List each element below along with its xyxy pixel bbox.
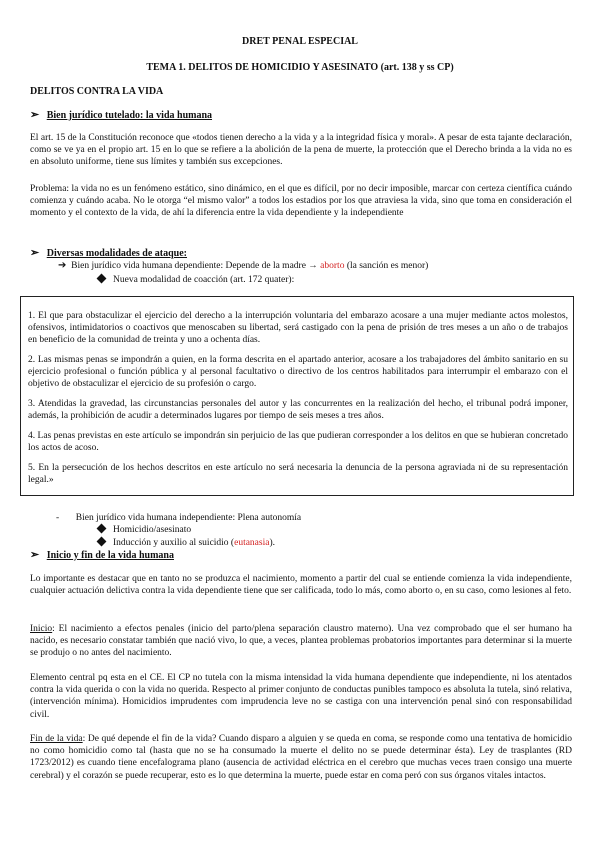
- inicio-text: : El nacimiento a efectos penales (inicio del parto/plena separación claustro materno). Una vez comprobado que el ser humano ha nacido, es necesario constatar también que nació vivo, lo que, a veces, plantea problemas probatorios importantes para determinar si la muerte se produjo o no antes del nacimiento.: [30, 624, 572, 659]
- paragraph-constitucion: El art. 15 de la Constitución reconoce que «todos tienen derecho a la vida y a la integridad física y moral». A pesar de esta tajante declaración, como se ve ya en el propio art. 15 en lo que se refiere a la abolición de la pena de muerte, la protección que el Derecho brinda a la vida no es en absoluto uniforme, tiene sus límites y también sus excepciones.: [30, 133, 572, 168]
- paragraph-fin-vida: [30, 733, 572, 782]
- induccion-text: Inducción y auxilio al suicidio (: [113, 538, 235, 548]
- coaccion-line: [98, 274, 558, 286]
- vida-dependiente-line: [58, 260, 558, 272]
- aborto-highlight: aborto: [320, 261, 345, 271]
- fin-label: Fin de la vida: [30, 734, 83, 744]
- dash-bullet: -: [56, 513, 60, 523]
- inicio-fin-heading: [30, 548, 174, 561]
- box-paragraph-2: 2. Las mismas penas se impondrán a quien, en la forma descrita en el apartado anterior, acosare a los trabajadores del ámbito sanitario en su ejercicio profesional o función pública y al personal facultativo o directivo de los centros habilitados para interrumpir el embarazo con el objetivo de obstaculizar el ejercicio de su profesión o cargo.: [28, 355, 568, 390]
- arrow-bullet-icon: ➢: [30, 549, 40, 561]
- homicidio-line: [98, 524, 558, 536]
- vida-dependiente-after: (la sanción es menor): [344, 261, 429, 271]
- bien-juridico-heading-text: Bien jurídico tutelado: la vida humana: [46, 110, 213, 121]
- modalidades-heading: [30, 246, 187, 259]
- vida-independiente-text: Bien jurídico vida humana independiente: Plena autonomía: [75, 513, 302, 523]
- homicidio-text: Homicidio/asesinato: [113, 525, 192, 535]
- diamond-bullet-icon: [97, 524, 107, 534]
- box-paragraph-1: 1. El que para obstaculizar el ejercicio del derecho a la interrupción voluntaria del embarazo acosare a una mujer mediante actos molestos, ofensivos, intimidatorios o coactivos que menoscaben su libertad, será castigado con la pena de prisión de tres meses a un año o de trabajos en beneficio de la comunidad de treinta y uno a ochenta días.: [28, 311, 568, 346]
- bien-juridico-heading: [30, 108, 212, 121]
- paragraph-elemento-central: Elemento central pq esta en el CE. El CP no tutela con la misma intensidad la vida humana dependiente que independiente, ni los atentados contra la vida querida o con la vida no querida. Respecto al primer conjunto de conductas punibles tampoco es absoluta la tutela, sinó relativa, (intervención mínima). Homicidios imprudentes com imprudencia leve no se castiga con una intervención penal sinó con responsabilidad civil.: [30, 673, 572, 720]
- arrow-bullet-icon: ➢: [30, 109, 40, 121]
- course-title: DRET PENAL ESPECIAL: [242, 36, 358, 47]
- modalidades-heading-text: Diversas modalidades de ataque:: [46, 248, 188, 259]
- eutanasia-highlight: eutanasia: [234, 538, 270, 548]
- diamond-bullet-icon: [97, 537, 107, 547]
- box-paragraph-4: 4. Las penas previstas en este artículo se impondrán sin perjuicio de las que pudieran corresponder a los delitos en que se hubieran concretado los actos de acoso.: [28, 431, 568, 454]
- vida-independiente-line: [56, 512, 536, 524]
- box-paragraph-3: 3. Atendidas la gravedad, las circunstancias personales del autor y las concurrentes en la realización del hecho, el tribunal podrá imponer, además, la prohibición de acudir a determinados lugares por tiempo de seis meses a tres años.: [28, 399, 568, 422]
- inicio-fin-heading-text: Inicio y fin de la vida humana: [46, 550, 174, 561]
- paragraph-problema: Problema: la vida no es un fenómeno estático, sino dinámico, en el que es difícil, por no decir imposible, marcar con certeza científica cuándo comienza y cuándo acaba. No le otorga “el mismo valor” a todos los estadios por los que atraviesa la vida, sino que toma en consideración el momento y el contexto de la vida, de ahí la diferencia entre la vida dependiente y la independiente: [30, 184, 572, 219]
- topic-title: TEMA 1. DELITOS DE HOMICIDIO Y ASESINATO (art. 138 y ss CP): [146, 62, 454, 73]
- induccion-after: ).: [269, 538, 275, 548]
- arrow-bullet-icon: ➢: [30, 247, 40, 259]
- paragraph-inicio: [30, 623, 572, 660]
- diamond-bullet-icon: [97, 274, 107, 284]
- paragraph-nacimiento: Lo importante es destacar que en tanto no se produzca el nacimiento, momento a partir del cual se entiende comienza la vida independiente, cualquier actuación delictiva contra la vida dependiente tiene que ser calificada, todo lo más, como aborto o, en su caso, como lesiones al feto.: [30, 574, 572, 597]
- fin-text: : De qué depende el fin de la vida? Cuando disparo a alguien y se queda en coma, se responde como una tentativa de homicidio no como homicidio como tal (hasta que no se ha consumado la muerte el delito no se puede determinar ésta). Ley de trasplantes (RD 1723/2012) es cuando tiene encefalograma plano (ausencia de actividad eléctrica en el cerebro que muchas veces traen consigo una muerte cerebral) y el corazón se puede recuperar, esto es lo que determina la muerte, puede estar en coma peró con sus órganos vitales intactos.: [30, 734, 572, 781]
- right-arrow-icon: ➔: [58, 260, 67, 271]
- coaccion-text: Nueva modalidad de coacción (art. 172 quater):: [113, 275, 295, 285]
- inicio-label: Inicio: [30, 624, 53, 634]
- box-paragraph-5: 5. En la persecución de los hechos descritos en este artículo no será necesaria la denuncia de la persona agraviada ni de su representación legal.»: [28, 463, 568, 486]
- section-heading: DELITOS CONTRA LA VIDA: [30, 86, 164, 97]
- vida-dependiente-text: Bien jurídico vida humana dependiente: Depende de la madre →: [71, 261, 321, 271]
